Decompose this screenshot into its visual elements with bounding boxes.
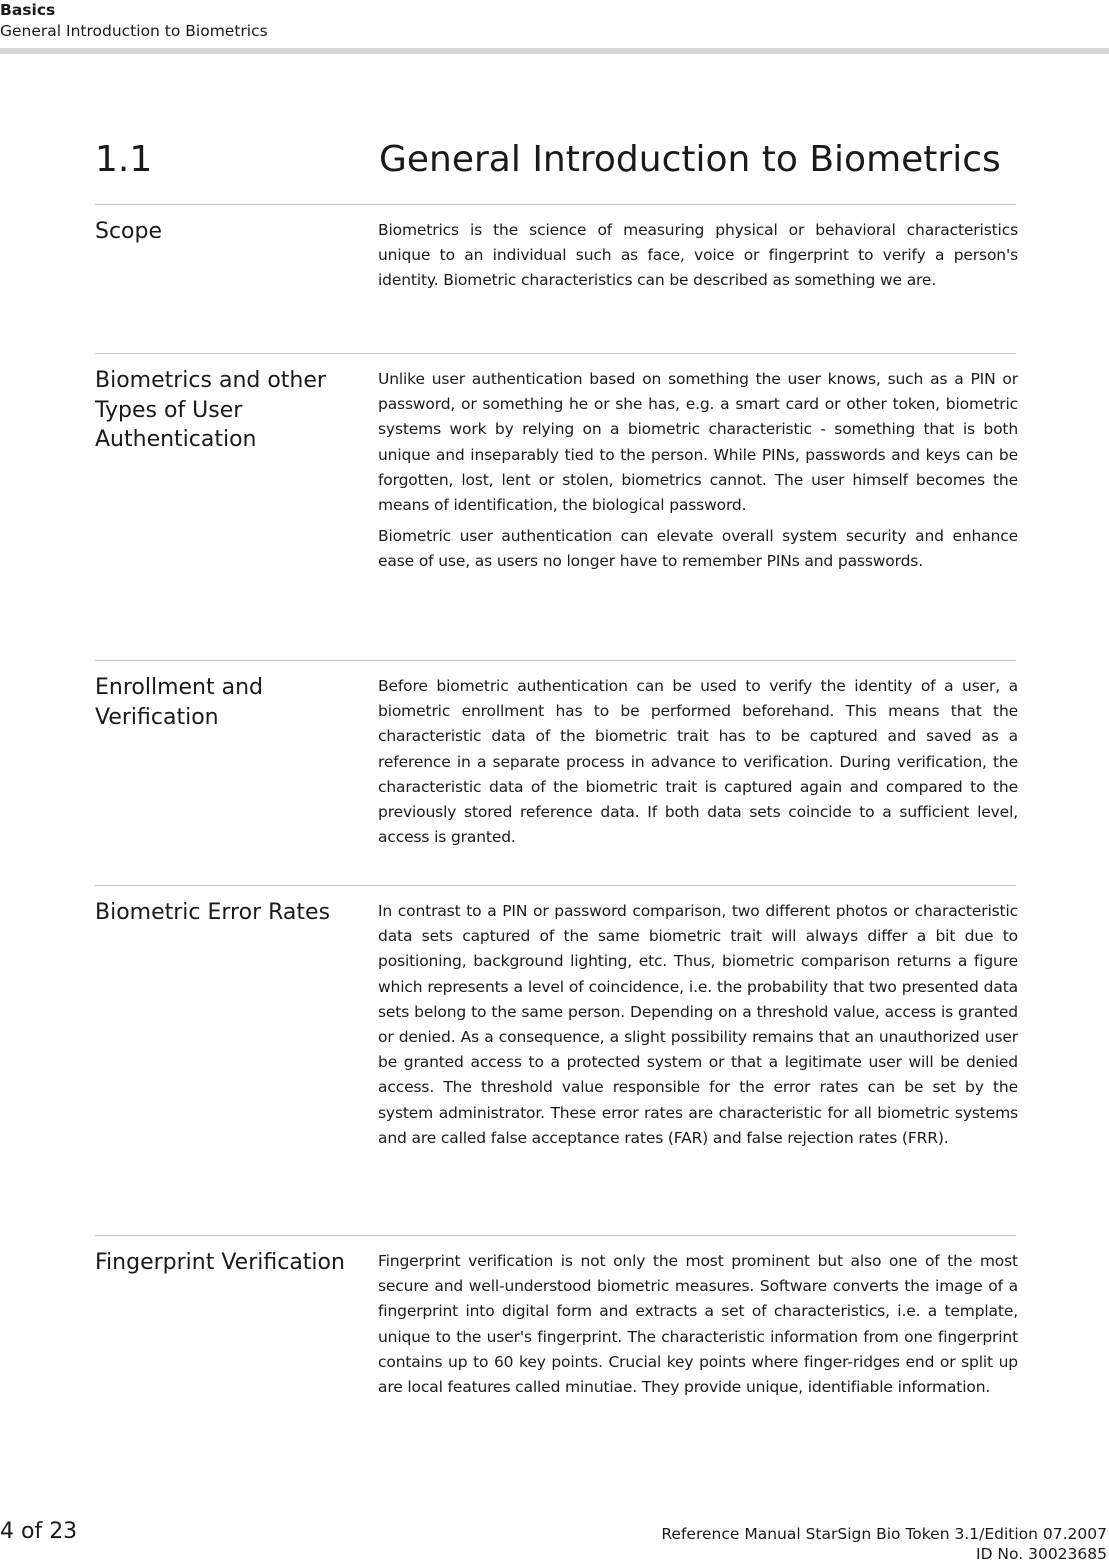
section-label: Biometric Error Rates	[95, 900, 331, 925]
section-paragraph: Fingerprint verification is not only the most prominent but also one of the most secure and well-understood biometric measures. Software converts the image of a fingerprint into digital form and extracts a set of characteristics, i.e. a template, unique to the user's fingerprint. The characteristic information from one fingerprint contains up to 60 key points. Crucial key points where finger-ridges end or split up are local features called minutiae. They provide unique, identifiable information.	[378, 1252, 1018, 1397]
section-enrollment-verification	[95, 660, 1016, 885]
chapter-heading	[95, 136, 1001, 184]
chapter-title: General Introduction to Biometrics	[379, 139, 1001, 181]
section-label: Enrollment and Verification	[95, 675, 264, 730]
section-paragraph: Biometric user authentication can elevate overall system security and enhance ease of use, as users no longer have to remember PINs and passwords.	[378, 527, 1018, 571]
section-body	[378, 674, 1018, 856]
running-header-chapter: General Introduction to Biometrics	[0, 22, 268, 40]
section-body	[378, 367, 1018, 581]
section-label: Biometrics and other Types of User Authentication	[95, 368, 326, 452]
section-other-authentication	[95, 353, 1016, 660]
section-error-rates	[95, 885, 1016, 1235]
section-body	[378, 218, 1018, 300]
section-body	[378, 1249, 1018, 1406]
section-paragraph: In contrast to a PIN or password comparison, two different photos or characteristic data sets captured of the same biometric trait will always differ a bit due to positioning, background lighting, etc. Thus, biometric comparison returns a figure which represents a level of coincidence, i.e. the probability that two presented data sets belong to the same person. Depending on a threshold value, access is granted or denied. As a consequence, a slight possibility remains that an unauthorized user be granted access to a protected system or that a legitimate user will be denied access. The threshold value responsible for the error rates can be set by the system administrator. These error rates are characteristic for all biometric systems and are called false acceptance rates (FAR) and false rejection rates (FRR).	[378, 902, 1018, 1147]
running-header	[0, 0, 268, 42]
footer-manual-title: Reference Manual StarSign Bio Token 3.1/Edition 07.2007	[661, 1525, 1107, 1543]
section-label: Scope	[95, 219, 163, 244]
footer-reference	[661, 1524, 1107, 1564]
footer-document-id: ID No. 30023685	[976, 1545, 1107, 1563]
section-scope	[95, 204, 1016, 353]
header-rule	[0, 48, 1109, 54]
section-body	[378, 899, 1018, 1157]
section-label: Fingerprint Verification	[95, 1250, 345, 1275]
running-header-section: Basics	[0, 1, 56, 19]
section-paragraph: Unlike user authentication based on something the user knows, such as a PIN or password, or something he or she has, e.g. a smart card or other token, biometric systems work by relying on a biometric characteristic - something that is both unique and inseparably tied to the person. While PINs, passwords and keys can be forgotten, lost, lent or stolen, biometrics cannot. The user himself becomes the means of identification, the biological password.	[378, 370, 1018, 515]
section-paragraph: Biometrics is the science of measuring physical or behavioral characteristics unique to an individual such as face, voice or fingerprint to verify a person's identity. Biometric characteristics can be described as something we are.	[378, 221, 1018, 290]
section-paragraph: Before biometric authentication can be used to verify the identity of a user, a biometric enrollment has to be performed beforehand. This means that the characteristic data of the biometric trait has to be captured and saved as a reference in a separate process in advance to verification. During verification, the characteristic data of the biometric trait is captured again and compared to the previously stored reference data. If both data sets coincide to a sufficient level, access is granted.	[378, 677, 1018, 847]
chapter-number: 1.1	[95, 139, 153, 181]
page-number: 4 of 23	[0, 1519, 78, 1544]
section-fingerprint-verification	[95, 1235, 1016, 1456]
